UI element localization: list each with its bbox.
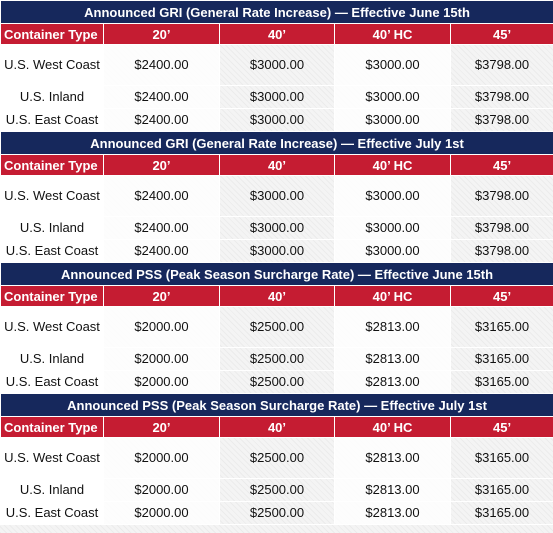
rate-cell: $3165.00	[451, 371, 553, 394]
section-title-row	[1, 394, 553, 417]
rate-cell: $3798.00	[451, 176, 553, 217]
rate-cell: $2500.00	[220, 348, 335, 371]
rate-cell: $3165.00	[451, 502, 553, 525]
column-header-size: 40’ HC	[335, 155, 451, 176]
table-row	[1, 348, 553, 371]
rate-cell: $3000.00	[220, 86, 335, 109]
rate-cell: $2500.00	[220, 479, 335, 502]
row-label: U.S. East Coast	[1, 371, 104, 394]
table-row	[1, 371, 553, 394]
rate-cell: $3000.00	[220, 109, 335, 132]
rate-cell: $2813.00	[335, 502, 451, 525]
section-title-row	[1, 263, 553, 286]
rate-cell: $2400.00	[104, 86, 220, 109]
rate-cell: $3798.00	[451, 217, 553, 240]
rate-cell: $2400.00	[104, 109, 220, 132]
rate-cell: $3000.00	[220, 176, 335, 217]
table-row	[1, 502, 553, 525]
rate-cell: $2000.00	[104, 502, 220, 525]
table-row	[1, 176, 553, 217]
rate-cell: $3000.00	[220, 45, 335, 86]
rate-cell: $3000.00	[335, 45, 451, 86]
rate-cell: $3798.00	[451, 240, 553, 263]
rate-cell: $2813.00	[335, 348, 451, 371]
rate-cell: $3000.00	[335, 176, 451, 217]
rate-cell: $2813.00	[335, 479, 451, 502]
column-header-row	[1, 155, 553, 176]
column-header-size: 40’	[220, 286, 335, 307]
table-row	[1, 307, 553, 348]
row-label: U.S. Inland	[1, 217, 104, 240]
column-header-size: 20’	[104, 155, 220, 176]
rate-cell: $3165.00	[451, 348, 553, 371]
rate-cell: $3165.00	[451, 438, 553, 479]
section-title-row	[1, 132, 553, 155]
section-title: Announced PSS (Peak Season Surcharge Rate) — Effective July 1st	[1, 394, 553, 417]
row-label: U.S. West Coast	[1, 176, 104, 217]
rate-cell: $3798.00	[451, 86, 553, 109]
column-header-size: 40’ HC	[335, 286, 451, 307]
column-header-container-type: Container Type	[1, 155, 104, 176]
rate-cell: $2813.00	[335, 307, 451, 348]
row-label: U.S. West Coast	[1, 438, 104, 479]
table-row	[1, 109, 553, 132]
column-header-size: 20’	[104, 24, 220, 45]
rate-cell: $2400.00	[104, 217, 220, 240]
row-label: U.S. East Coast	[1, 502, 104, 525]
column-header-size: 20’	[104, 417, 220, 438]
column-header-size: 45’	[451, 417, 553, 438]
rate-cell: $2000.00	[104, 371, 220, 394]
rate-cell: $3000.00	[335, 240, 451, 263]
column-header-size: 45’	[451, 155, 553, 176]
column-header-container-type: Container Type	[1, 24, 104, 45]
rate-cell: $3000.00	[335, 109, 451, 132]
section-title-row	[1, 1, 553, 24]
section-title: Announced GRI (General Rate Increase) — Effective June 15th	[1, 1, 553, 24]
section-title: Announced GRI (General Rate Increase) — Effective July 1st	[1, 132, 553, 155]
column-header-size: 20’	[104, 286, 220, 307]
rate-cell: $3000.00	[335, 217, 451, 240]
column-header-size: 45’	[451, 24, 553, 45]
rate-cell: $3000.00	[335, 86, 451, 109]
section-title: Announced PSS (Peak Season Surcharge Rate) — Effective June 15th	[1, 263, 553, 286]
row-label: U.S. Inland	[1, 479, 104, 502]
column-header-size: 40’	[220, 24, 335, 45]
rate-cell: $2813.00	[335, 438, 451, 479]
rate-cell: $2400.00	[104, 176, 220, 217]
column-header-size: 40’	[220, 155, 335, 176]
column-header-size: 45’	[451, 286, 553, 307]
rate-cell: $2500.00	[220, 502, 335, 525]
rate-cell: $3798.00	[451, 109, 553, 132]
rate-cell: $2400.00	[104, 45, 220, 86]
rate-cell: $2000.00	[104, 307, 220, 348]
column-header-row	[1, 24, 553, 45]
rate-cell: $2500.00	[220, 438, 335, 479]
column-header-size: 40’ HC	[335, 417, 451, 438]
rate-cell: $2000.00	[104, 348, 220, 371]
rate-cell: $2813.00	[335, 371, 451, 394]
row-label: U.S. East Coast	[1, 109, 104, 132]
table-row	[1, 438, 553, 479]
rate-cell: $2500.00	[220, 307, 335, 348]
rate-cell: $2000.00	[104, 438, 220, 479]
rate-cell: $3798.00	[451, 45, 553, 86]
column-header-container-type: Container Type	[1, 417, 104, 438]
rate-cell: $3000.00	[220, 217, 335, 240]
column-header-size: 40’ HC	[335, 24, 451, 45]
rate-cell: $3165.00	[451, 479, 553, 502]
table-row	[1, 240, 553, 263]
rate-cell: $2400.00	[104, 240, 220, 263]
table-row	[1, 45, 553, 86]
column-header-row	[1, 417, 553, 438]
rate-cell: $3000.00	[220, 240, 335, 263]
rate-cell: $2000.00	[104, 479, 220, 502]
row-label: U.S. Inland	[1, 348, 104, 371]
row-label: U.S. West Coast	[1, 45, 104, 86]
table-row	[1, 479, 553, 502]
column-header-size: 40’	[220, 417, 335, 438]
table-row	[1, 217, 553, 240]
rate-cell: $2500.00	[220, 371, 335, 394]
column-header-container-type: Container Type	[1, 286, 104, 307]
row-label: U.S. West Coast	[1, 307, 104, 348]
row-label: U.S. East Coast	[1, 240, 104, 263]
table-row	[1, 86, 553, 109]
column-header-row	[1, 286, 553, 307]
rate-cell: $3165.00	[451, 307, 553, 348]
row-label: U.S. Inland	[1, 86, 104, 109]
